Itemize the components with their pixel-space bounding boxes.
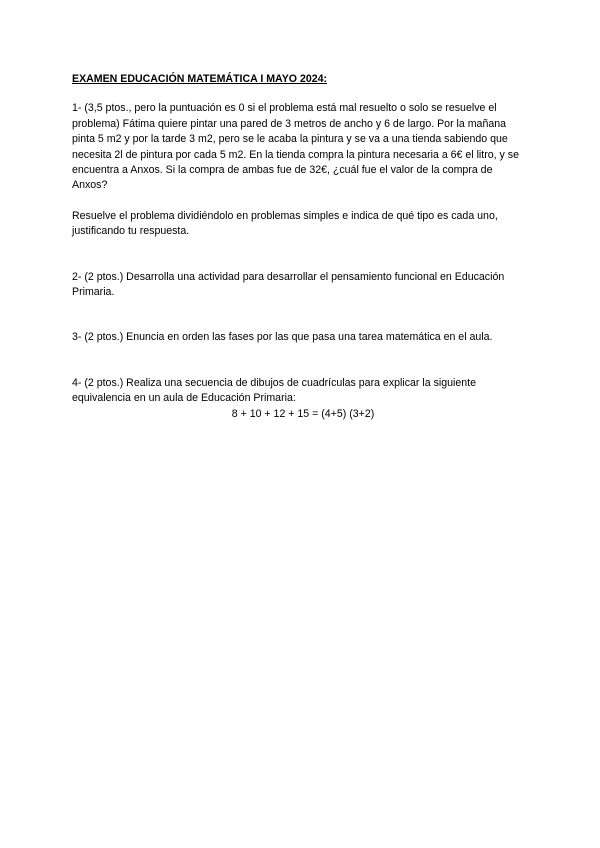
question-4-formula: 8 + 10 + 12 + 15 = (4+5) (3+2) xyxy=(231,407,375,420)
spacer xyxy=(72,346,528,376)
exam-title: EXAMEN EDUCACIÓN MATEMÁTICA I MAYO 2024: xyxy=(72,73,328,85)
exam-content xyxy=(72,72,528,422)
spacer xyxy=(72,300,528,330)
question-1-instruction: Resuelve el problema dividiéndolo en problemas simples e indica de qué tipo es cada uno, justificando tu respuesta. xyxy=(72,209,498,238)
spacer xyxy=(72,194,528,209)
question-2-text: 2- (2 ptos.) Desarrolla una actividad para desarrollar el pensamiento funcional en Educación Primaria. xyxy=(72,270,505,299)
question-1-text: 1- (3,5 ptos., pero la puntuación es 0 si el problema está mal resuelto o solo se resuelve el problema) Fátima quiere pintar una pared de 3 metros de ancho y 6 de largo. Por la mañana pinta 5 m2 y por la tarde 3 m2, pero se le acaba la pintura y se va a una tienda sabiendo que necesita 2l de pintura por cada 5 m2. En la tienda compra la pintura necesaria a 6€ el litro, y se encuentra a Anxos. Si la compra de ambas fue de 32€, ¿cuál fue el valor de la compra de Anxos? xyxy=(72,102,519,192)
question-3-text: 3- (2 ptos.) Enuncia en orden las fases por las que pasa una tarea matemática en el aula. xyxy=(72,331,493,344)
question-4-text: 4- (2 ptos.) Realiza una secuencia de dibujos de cuadrículas para explicar la siguiente equivalencia en un aula de Educación Primaria: xyxy=(72,376,476,405)
spacer xyxy=(72,240,528,270)
